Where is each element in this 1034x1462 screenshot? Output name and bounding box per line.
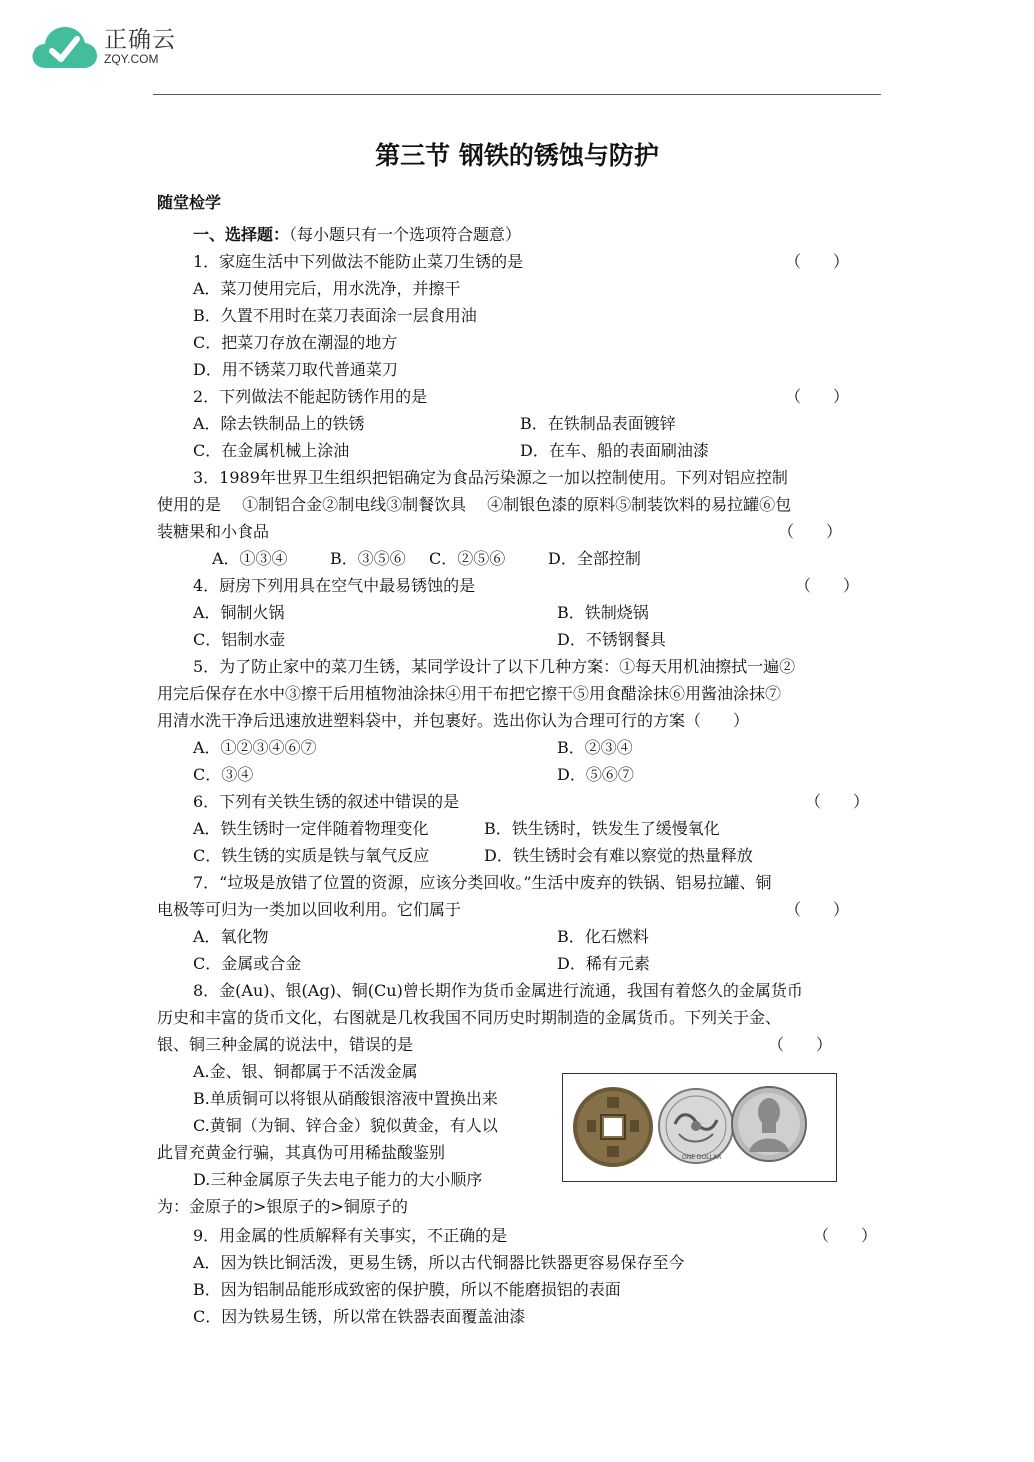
brand-logo[interactable] xyxy=(30,22,176,72)
q4-option-b: B．铁制烧锅 xyxy=(557,603,649,622)
part-label: 一、选择题： xyxy=(193,225,290,244)
q7-option-b: B．化石燃料 xyxy=(557,927,649,946)
q4-option-c: C．铝制水壶 xyxy=(193,630,286,649)
q2-option-c: C．在金属机械上涂油 xyxy=(193,441,350,460)
q8-option-c-line-1: C.黄铜（为铜、锌合金）貌似黄金，有人以 xyxy=(193,1116,498,1135)
q1-option-b: B．久置不用时在菜刀表面涂一层食用油 xyxy=(193,306,477,325)
coin-inscription: ONE DOLLAR xyxy=(682,1154,722,1161)
q8-option-c-line-2: 此冒充黄金行骗，其真伪可用稀盐酸鉴别 xyxy=(157,1143,446,1162)
q3-option-d: D．全部控制 xyxy=(548,549,641,568)
q3-line-1: 3．1989年世界卫生组织把铝确定为食品污染源之一加以控制使用。下列对铝应控制 xyxy=(193,468,788,487)
q3-option-b: B．③⑤⑥ xyxy=(330,549,406,568)
q7-option-c: C．金属或合金 xyxy=(193,954,302,973)
q2-option-a: A．除去铁制品上的铁锈 xyxy=(193,414,365,433)
q9-option-c: C．因为铁易生锈，所以常在铁器表面覆盖油漆 xyxy=(193,1307,526,1326)
q8-option-d-line-2: 为：金原子的>银原子的>铜原子的 xyxy=(157,1197,408,1216)
q9-option-b: B．因为铝制品能形成致密的保护膜，所以不能磨损铝的表面 xyxy=(193,1280,621,1299)
section-heading: 随堂检学 xyxy=(157,193,222,212)
q1-option-c: C．把菜刀存放在潮湿的地方 xyxy=(193,333,398,352)
q6-option-d: D．铁生锈时会有难以察觉的热量释放 xyxy=(484,846,753,865)
q6-option-a: A．铁生锈时一定伴随着物理变化 xyxy=(193,819,429,838)
q8-line-1: 8．金(Au)、银(Ag)、铜(Cu)曾长期作为货币金属进行流通，我国有着悠久的金属货币 xyxy=(193,981,803,1000)
q2-answer-paren: （ ） xyxy=(785,387,850,406)
part-note: （每小题只有一个选项符合题意） xyxy=(289,225,522,244)
q9-stem: 9．用金属的性质解释有关事实，不正确的是 xyxy=(193,1226,508,1245)
q5-option-d: D．⑤⑥⑦ xyxy=(557,765,634,784)
q4-option-d: D．不锈钢餐具 xyxy=(557,630,666,649)
q1-option-d: D．用不锈菜刀取代普通菜刀 xyxy=(193,360,398,379)
q5-option-b: B．②③④ xyxy=(557,738,633,757)
q6-option-b: B．铁生锈时，铁发生了缓慢氧化 xyxy=(484,819,720,838)
q1-option-a: A．菜刀使用完后，用水洗净，并擦干 xyxy=(193,279,461,298)
q7-line-1: 7．“垃圾是放错了位置的资源，应该分类回收。”生活中废弃的铁锅、铝易拉罐、铜 xyxy=(193,873,772,892)
q7-answer-paren: （ ） xyxy=(785,900,850,919)
q2-option-d: D．在车、船的表面刷油漆 xyxy=(520,441,709,460)
q7-option-a: A．氧化物 xyxy=(193,927,269,946)
q7-option-d: D．稀有元素 xyxy=(557,954,650,973)
q3-answer-paren: （ ） xyxy=(778,522,843,541)
q3-line-3: 装糖果和小食品 xyxy=(157,522,270,541)
page-title: 第三节 钢铁的锈蚀与防护 xyxy=(375,141,659,170)
q9-option-a: A．因为铁比铜活泼，更易生锈，所以古代铜器比铁器更容易保存至今 xyxy=(193,1253,685,1272)
q3-line-2: 使用的是 ①制铝合金②制电线③制餐饮具 ④制银色漆的原料⑤制装饮料的易拉罐⑥包 xyxy=(157,495,792,514)
q6-option-c: C．铁生锈的实质是铁与氧气反应 xyxy=(193,846,430,865)
portrait-silver-coin xyxy=(732,1087,806,1161)
part-heading xyxy=(193,225,521,245)
q1-stem: 1．家庭生活中下列做法不能防止菜刀生锈的是 xyxy=(193,252,524,271)
q8-option-a: A.金、银、铜都属于不活泼金属 xyxy=(193,1062,418,1081)
q5-line-3: 用清水洗干净后迅速放进塑料袋中，并包裹好。选出你认为合理可行的方案（ ） xyxy=(157,711,750,730)
q2-stem: 2．下列做法不能起防锈作用的是 xyxy=(193,387,428,406)
q4-stem: 4．厨房下列用具在空气中最易锈蚀的是 xyxy=(193,576,476,595)
q5-option-c: C．③④ xyxy=(193,765,254,784)
q3-option-c: C．②⑤⑥ xyxy=(429,549,506,568)
q3-option-a: A．①③④ xyxy=(212,549,288,568)
q9-answer-paren: （ ） xyxy=(813,1226,878,1245)
ancient-copper-coin xyxy=(573,1087,653,1167)
q6-answer-paren: （ ） xyxy=(805,792,870,811)
coins-figure xyxy=(562,1073,837,1182)
q5-line-2: 用完后保存在水中③擦干后用植物油涂抹④用干布把它擦干⑤用食醋涂抹⑥用酱油涂抹⑦ xyxy=(157,684,782,703)
cloud-check-icon xyxy=(30,22,98,72)
q6-stem: 6．下列有关铁生锈的叙述中错误的是 xyxy=(193,792,460,811)
q8-line-2: 历史和丰富的货币文化，右图就是几枚我国不同历史时期制造的金属货币。下列关于金、 xyxy=(157,1008,782,1027)
q5-option-a: A．①②③④⑥⑦ xyxy=(193,738,317,757)
q4-answer-paren: （ ） xyxy=(795,576,860,595)
logo-domain: ZQY.COM xyxy=(104,52,159,66)
q8-line-3: 银、铜三种金属的说法中，错误的是 xyxy=(157,1035,414,1054)
q8-answer-paren: （ ） xyxy=(768,1035,833,1054)
q2-option-b: B．在铁制品表面镀锌 xyxy=(520,414,676,433)
logo-name: 正确云 xyxy=(104,27,176,53)
q4-option-a: A．铜制火锅 xyxy=(193,603,285,622)
q5-line-1: 5．为了防止家中的菜刀生锈，某同学设计了以下几种方案：①每天用机油擦拭一遍② xyxy=(193,657,796,676)
header-divider xyxy=(153,94,881,95)
q8-option-b: B.单质铜可以将银从硝酸银溶液中置换出来 xyxy=(193,1089,498,1108)
silver-dragon-coin xyxy=(659,1089,733,1163)
q7-line-2: 电极等可归为一类加以回收利用。它们属于 xyxy=(157,900,462,919)
q1-answer-paren: （ ） xyxy=(785,252,850,271)
q8-option-d-line-1: D.三种金属原子失去电子能力的大小顺序 xyxy=(193,1170,483,1189)
